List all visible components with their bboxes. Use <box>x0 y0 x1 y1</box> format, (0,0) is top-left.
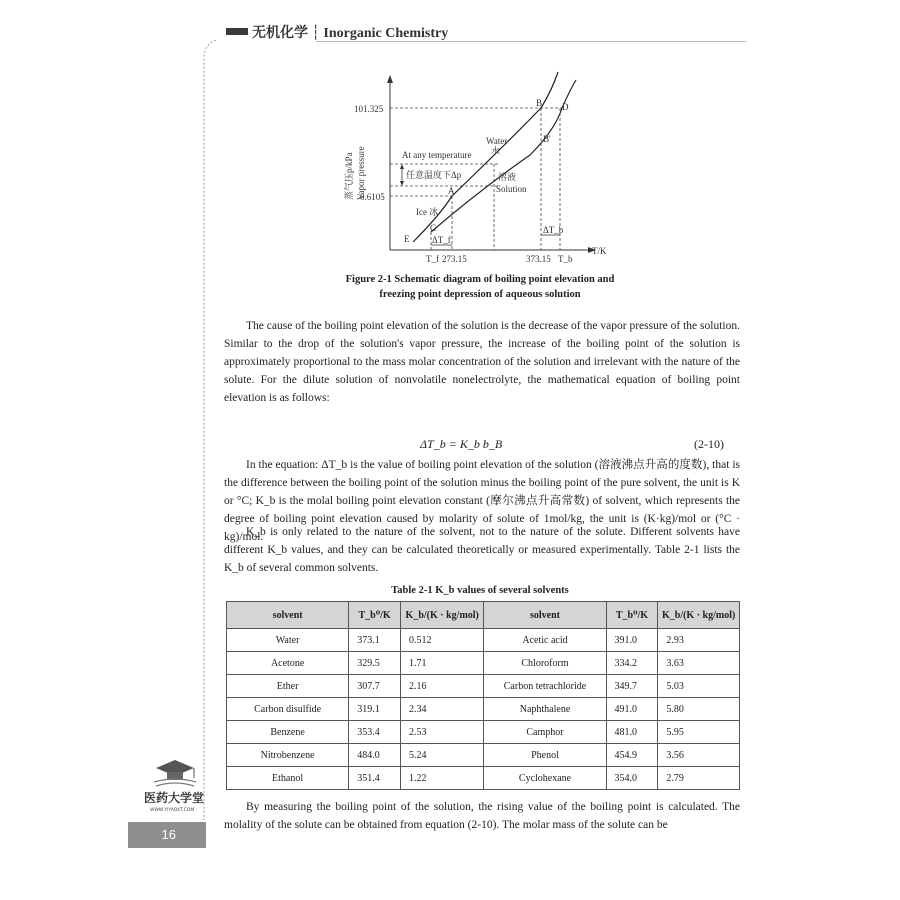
graduation-cap-icon <box>140 758 210 818</box>
page-number: 16 <box>128 822 206 848</box>
table-header-row <box>227 602 740 629</box>
cell: Ether <box>227 675 349 698</box>
cell: 1.71 <box>400 652 483 675</box>
label-any-temp-cn: 任意温度下Δp <box>406 170 462 180</box>
y-label-en: Vapor pressure <box>356 146 366 200</box>
point-C: C <box>430 223 437 233</box>
cell: 454.9 <box>606 744 658 767</box>
cell: 5.03 <box>658 675 740 698</box>
cell: Chloroform <box>484 652 606 675</box>
cell: 484.0 <box>349 744 401 767</box>
cell: Cyclohexane <box>484 767 606 790</box>
cell: 373.1 <box>349 629 401 652</box>
cell: 5.80 <box>658 698 740 721</box>
caption-line-2: freezing point depression of aqueous solution <box>379 289 581 300</box>
paragraph-4: By measuring the boiling point of the solution, the rising value of the boiling point is calculated. The molality of the solute can be obtained from equation (2-10). The molar mass of the solute can be <box>224 801 740 831</box>
cell: Naphthalene <box>484 698 606 721</box>
point-B-prime: B' <box>543 134 551 144</box>
phase-diagram <box>330 50 630 275</box>
caption-line-1: Figure 2-1 Schematic diagram of boiling point elevation and <box>345 274 615 285</box>
cell: Acetone <box>227 652 349 675</box>
cell: 1.22 <box>400 767 483 790</box>
point-B: B <box>536 98 543 108</box>
cell: 319.1 <box>349 698 401 721</box>
table-row <box>227 652 740 675</box>
cell: 481.0 <box>606 721 658 744</box>
table-row <box>227 629 740 652</box>
col-kb-1: K_b/(K · kg/mol) <box>400 602 483 629</box>
label-any-temp-en: At any temperature <box>402 150 472 160</box>
label-dTf: ΔT_f <box>432 235 451 245</box>
table-caption: Table 2-1 K_b values of several solvents <box>391 585 569 596</box>
cell: 354.0 <box>606 767 658 790</box>
cell: Phenol <box>484 744 606 767</box>
paragraph-1: The cause of the boiling point elevation of the solution is the decrease of the vapor pressure of the solution. Similar to the drop of the solution's vapor pressure, the increase of the boiling point of the solution is approximately proportional to the mass molar concentration of the solution and irrelevant with the nature of the solute. For the dilute solution of nonvolatile nonelectrolyte, the mathematical equation of boiling point elevation is as follows: <box>224 320 740 404</box>
cell: 353.4 <box>349 721 401 744</box>
x-tick-273: 273.15 <box>442 254 467 264</box>
table-row <box>227 698 740 721</box>
y-label-cn: 蒸气压p/kPa <box>344 152 354 200</box>
cell: Water <box>227 629 349 652</box>
cell: 2.53 <box>400 721 483 744</box>
point-E: E <box>404 234 410 244</box>
cell: 2.93 <box>658 629 740 652</box>
margin-dashed-line <box>202 40 218 820</box>
table-row <box>227 744 740 767</box>
x-tick-Tf: T_f <box>426 254 439 264</box>
running-header: 无机化学 ┆ Inorganic Chemistry <box>252 26 449 41</box>
col-kb-2: K_b/(K · kg/mol) <box>658 602 740 629</box>
cell: Carbon tetrachloride <box>484 675 606 698</box>
label-dTb: ΔT_b <box>543 225 564 235</box>
y-tick-101: 101.325 <box>354 104 384 114</box>
col-solvent-1: solvent <box>227 602 349 629</box>
point-D: D <box>562 102 569 112</box>
header-bar-mark <box>226 28 248 35</box>
figure-caption <box>290 272 670 302</box>
cell: Camphor <box>484 721 606 744</box>
kb-table <box>226 601 740 790</box>
cell: 307.7 <box>349 675 401 698</box>
y-axis-arrow <box>387 75 393 83</box>
cell: 5.95 <box>658 721 740 744</box>
cell: Benzene <box>227 721 349 744</box>
x-tick-373: 373.15 <box>526 254 551 264</box>
x-tick-Tb: T_b <box>558 254 573 264</box>
cell: Acetic acid <box>484 629 606 652</box>
cell: 5.24 <box>400 744 483 767</box>
x-label: T/K <box>592 246 607 256</box>
col-tb-1: T_b⁰/K <box>349 602 401 629</box>
point-A: A <box>448 186 455 196</box>
cell: 329.5 <box>349 652 401 675</box>
cell: Carbon disulfide <box>227 698 349 721</box>
label-water-cn: 水 <box>491 146 501 156</box>
cell: 491.0 <box>606 698 658 721</box>
col-tb-2: T_b⁰/K <box>606 602 658 629</box>
equation-2-10: ΔT_b = K_b b_B <box>420 437 503 451</box>
cell: 0.512 <box>400 629 483 652</box>
paragraph-2: In the equation: ΔT_b is the value of boiling point elevation of the solution (溶液沸点升高的度数), that is the difference between the boiling point of the solution minus the boiling point of the pure solvent, the unit is K or °C; K_b is the molal boiling point elevation constant (摩尔沸点升高常数) of solvent, which represents the degree of boiling point elevation caused by molarity of solute of 1mol/kg, the unit is (K·kg)/mol or (°C · kg)/mol. <box>224 459 740 543</box>
cell: 391.0 <box>606 629 658 652</box>
logo-url: WWW.YIYAOXT.COM <box>150 808 195 813</box>
cell: 3.56 <box>658 744 740 767</box>
table-row <box>227 721 740 744</box>
cell: Ethanol <box>227 767 349 790</box>
equation-number: (2-10) <box>694 437 724 451</box>
table-row <box>227 767 740 790</box>
cell: 349.7 <box>606 675 658 698</box>
cell: 334.2 <box>606 652 658 675</box>
cell: 2.16 <box>400 675 483 698</box>
cell: 351.4 <box>349 767 401 790</box>
table-row <box>227 675 740 698</box>
col-solvent-2: solvent <box>484 602 606 629</box>
cell: 2.34 <box>400 698 483 721</box>
y-tick-0.61: 0.6105 <box>360 192 385 202</box>
publisher-logo <box>140 758 210 818</box>
label-solution-en: Solution <box>496 184 527 194</box>
logo-text: 医药大学堂 <box>144 791 205 805</box>
figure-2-1 <box>330 50 630 275</box>
cell: Nitrobenzene <box>227 744 349 767</box>
cell: 3.63 <box>658 652 740 675</box>
cell: 2.79 <box>658 767 740 790</box>
header-rule <box>316 41 746 42</box>
label-ice: Ice 冰 <box>416 207 439 217</box>
paragraph-3: K_b is only related to the nature of the solvent, not to the nature of the solute. Different solvents have different K_b values, and they can be calculated theoretically or measured experimentally. Table 2-1 lists the K_b of several common solvents. <box>224 526 740 574</box>
label-water-en: Water <box>486 136 508 146</box>
label-solution-cn: 溶液 <box>498 172 517 182</box>
